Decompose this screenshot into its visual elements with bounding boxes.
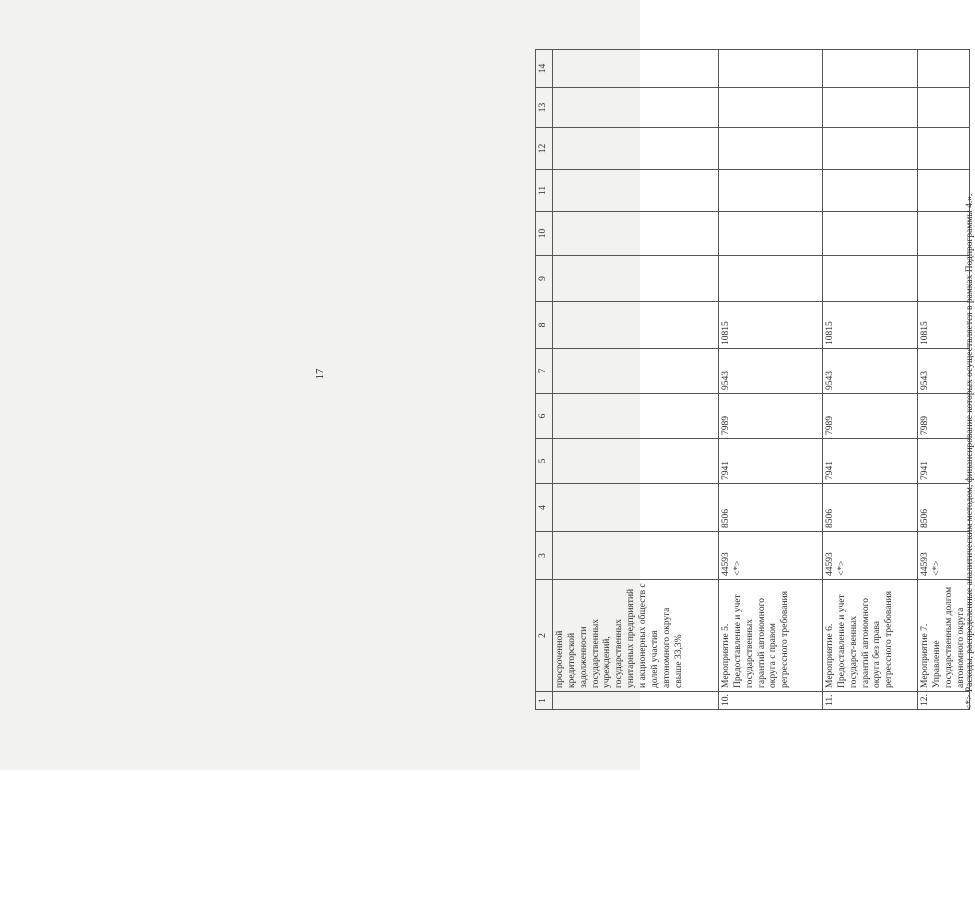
table-cell: 9543 <box>718 349 822 394</box>
table-cell <box>552 256 718 302</box>
header-cell: 10 <box>536 212 553 256</box>
table-row <box>822 50 917 710</box>
table-cell <box>822 128 917 170</box>
header-cell: 11 <box>536 170 553 212</box>
header-row <box>536 50 553 710</box>
header-cell: 13 <box>536 88 553 128</box>
table-cell: 8506 <box>718 484 822 532</box>
table-cell: 8506 <box>917 484 970 532</box>
table-cell <box>552 88 718 128</box>
table-cell <box>552 394 718 439</box>
table-cell: 7989 <box>822 394 917 439</box>
table-cell <box>552 170 718 212</box>
header-cell: 9 <box>536 256 553 302</box>
header-cell: 8 <box>536 302 553 349</box>
header-cell: 2 <box>536 580 553 692</box>
table-row <box>552 50 718 710</box>
row-number: 12. <box>917 692 970 710</box>
table-cell: 10815 <box>822 302 917 349</box>
header-cell: 12 <box>536 128 553 170</box>
table-cell: 7941 <box>718 439 822 484</box>
table-cell <box>552 349 718 394</box>
table-cell <box>822 88 917 128</box>
table-cell <box>917 88 970 128</box>
table-cell <box>552 302 718 349</box>
header-cell: 3 <box>536 532 553 580</box>
table-cell <box>552 439 718 484</box>
table-cell: 9543 <box>822 349 917 394</box>
table-cell <box>552 532 718 580</box>
table-cell <box>917 170 970 212</box>
row-number: 11. <box>822 692 917 710</box>
row-number <box>552 692 718 710</box>
event-name: Мероприятие 5. Предоставление и учет государственных гарантий автономного округа с правом регрессного требования <box>718 580 822 692</box>
table-row <box>718 50 822 710</box>
event-name: просроченной кредиторской задолженности государственных учреждений, государственных унитарных предприятий и акционерных обществ с долей участия автономного округа свыше 33,3% <box>552 580 718 692</box>
table-cell <box>718 212 822 256</box>
header-cell: 7 <box>536 349 553 394</box>
header-cell: 1 <box>536 692 553 710</box>
table-cell <box>718 170 822 212</box>
table-cell <box>552 212 718 256</box>
row-number: 10. <box>718 692 822 710</box>
budget-table <box>535 49 970 710</box>
table-cell <box>917 50 970 88</box>
table-cell <box>552 50 718 88</box>
table-cell: 10815 <box>917 302 970 349</box>
table-cell <box>552 128 718 170</box>
table-cell: 7989 <box>917 394 970 439</box>
table-cell <box>822 170 917 212</box>
table-cell <box>718 88 822 128</box>
table-cell <box>822 212 917 256</box>
event-name: Мероприятие 6. Предоставление и учет государст-венных гарантий автономного округа без права регрессного требования <box>822 580 917 692</box>
table-row <box>917 50 970 710</box>
table-cell: 7989 <box>718 394 822 439</box>
event-name: Мероприятие 7. Управление государственным долгом автономного округа <box>917 580 970 692</box>
header-cell: 4 <box>536 484 553 532</box>
footnote: <*> Расходы, распределенные аналитическим методом, финансирование которых осуществляется в рамках Подпрограммы 4.». <box>965 193 975 710</box>
header-cell: 5 <box>536 439 553 484</box>
table-cell <box>718 50 822 88</box>
table-cell <box>718 256 822 302</box>
table-cell: 7941 <box>822 439 917 484</box>
table-cell <box>917 212 970 256</box>
table-cell: 44593 <*> <box>822 532 917 580</box>
table-cell <box>552 484 718 532</box>
table-cell <box>718 128 822 170</box>
table-cell: 44593 <*> <box>917 532 970 580</box>
table-cell: 8506 <box>822 484 917 532</box>
table-cell: 9543 <box>917 349 970 394</box>
page-number: 17 <box>314 368 326 380</box>
table-cell <box>917 256 970 302</box>
header-cell: 14 <box>536 50 553 88</box>
table-cell: 44593 <*> <box>718 532 822 580</box>
table-cell <box>822 50 917 88</box>
header-cell: 6 <box>536 394 553 439</box>
table-cell <box>822 256 917 302</box>
table-cell: 10815 <box>718 302 822 349</box>
table-cell <box>917 128 970 170</box>
table-cell: 7941 <box>917 439 970 484</box>
